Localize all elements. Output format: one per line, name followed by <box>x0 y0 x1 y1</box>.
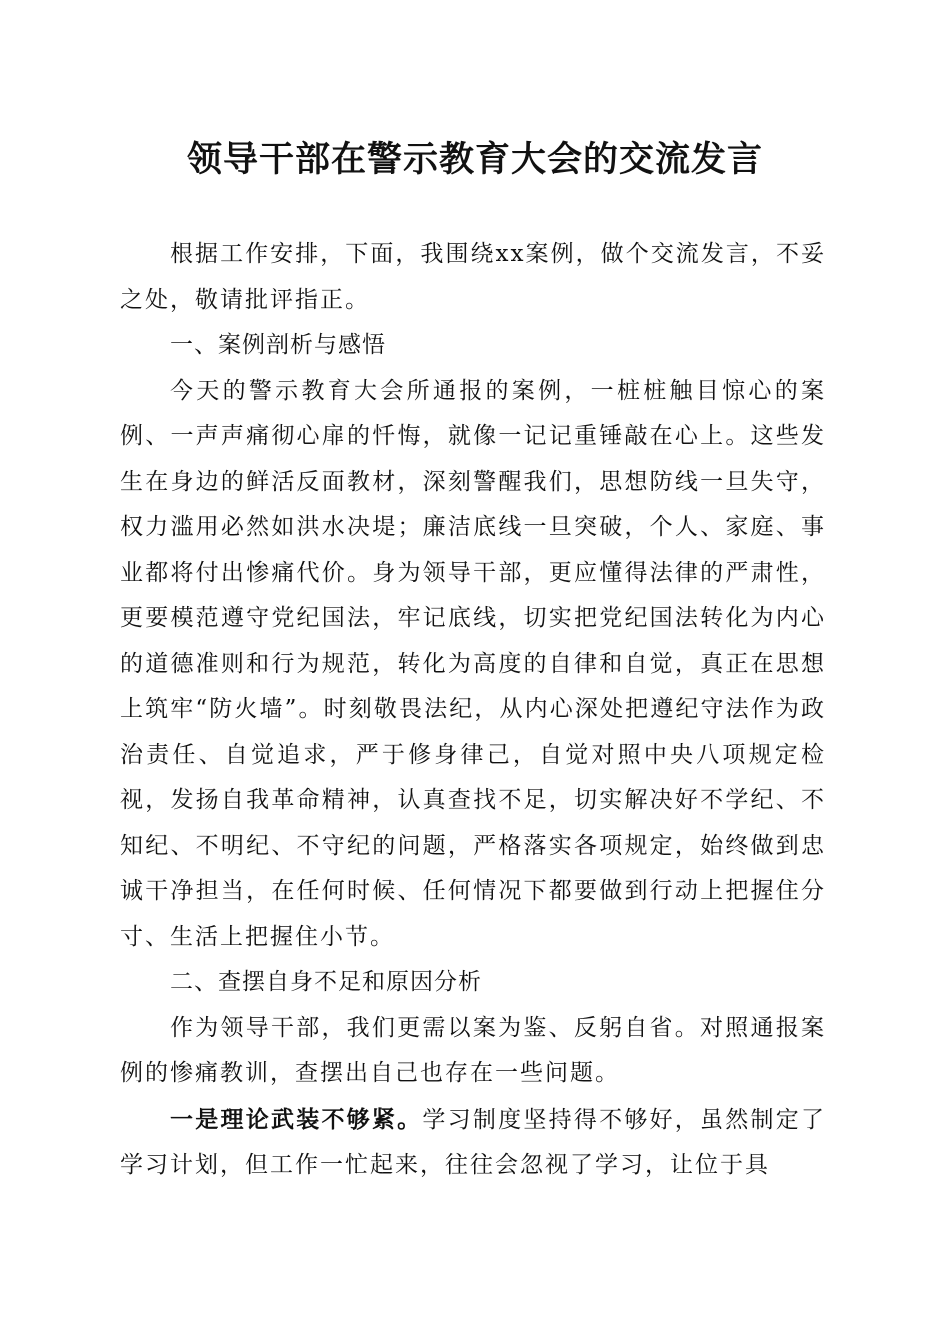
point-1-paragraph <box>120 1097 826 1189</box>
section-heading-1: 一、案例剖析与感悟 <box>170 332 386 358</box>
document-body <box>120 232 826 1189</box>
section-1-paragraph: 今天的警示教育大会所通报的案例，一桩桩触目惊心的案例、一声声痛彻心扉的忏悔，就像一记记重锤敲在心上。这些发生在身边的鲜活反面教材，深刻警醒我们，思想防线一旦失守，权力滥用必然如洪水决堤；廉洁底线一旦突破，个人、家庭、事业都将付出惨痛代价。身为领导干部，更应懂得法律的严肃性，更要模范遵守党纪国法，牢记底线，切实把党纪国法转化为内心的道德准则和行为规范，转化为高度的自律和自觉，真正在思想上筑牢“防火墙”。时刻敬畏法纪，从内心深处把遵纪守法作为政治责任、自觉追求，严于修身律己，自觉对照中央八项规定检视，发扬自我革命精神，认真查找不足，切实解决好不学纪、不知纪、不明纪、不守纪的问题，严格落实各项规定，始终做到忠诚干净担当，在任何时候、任何情况下都要做到行动上把握住分寸、生活上把握住小节。 <box>120 377 826 950</box>
point-1-text: 学习制度坚持得不够好，虽然制定了学习计划，但工作一忙起来，往往会忽视了学习，让位于具 <box>120 1106 827 1178</box>
section-heading-2: 二、查摆自身不足和原因分析 <box>170 969 482 995</box>
section-2-paragraph: 作为领导干部，我们更需以案为鉴、反躬自省。对照通报案例的惨痛教训，查摆出自己也存在一些问题。 <box>120 1014 826 1086</box>
document-title: 领导干部在警示教育大会的交流发言 <box>186 139 763 180</box>
point-1-lead: 一是理论武装不够紧。 <box>170 1105 423 1133</box>
intro-paragraph: 根据工作安排，下面，我围绕xx案例，做个交流发言，不妥之处，敬请批评指正。 <box>120 241 826 313</box>
